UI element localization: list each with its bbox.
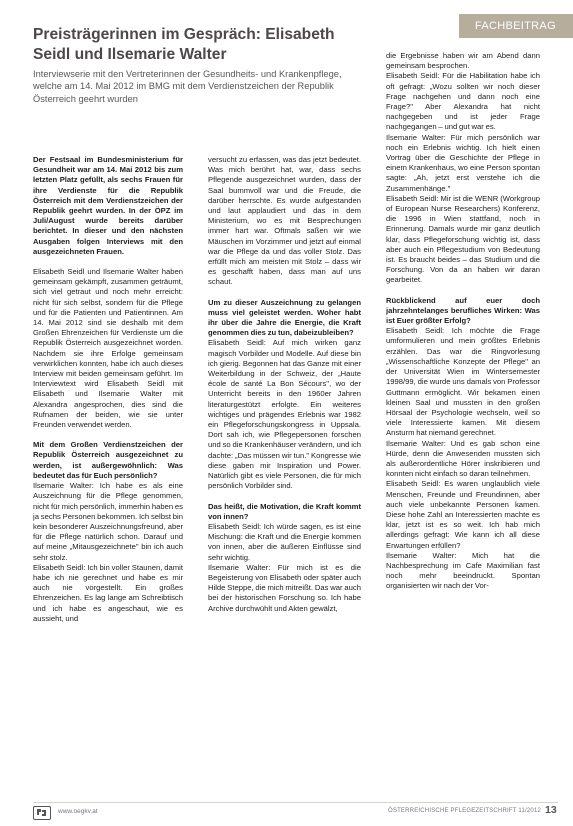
article-column-2 bbox=[208, 155, 361, 614]
page-number: 13 bbox=[545, 804, 557, 816]
interview-question: Das heißt, die Motivation, die Kraft kommt von innen? bbox=[208, 501, 361, 521]
paragraph: Elisabeth Seidl: Auf mich wirken ganz magisch Vorbilder und Modelle. Auf diese bin ich gierig. Begonnen hat das Ganze mit einer Weiterbildung in der Schweiz, der „Haute école de santé La Bon Sécours", wo der Unterricht bereits in den 1960er Jahren literaturgestützt erfolgte. Ein weiteres wichtiges und prägendes Erlebnis war 1982 ein Pflegeforschungskongress in Uppsala. Dort sah ich, wie Pflegepersonen forschen und so die Krankenhäuser verändern, und ich dachte: „Das müssen wir tun." Kongresse wie diese gaben mir Inspiration und Power. Natürlich gibt es viele Personen, die für mich persönlich Vorbilder sind. bbox=[208, 338, 361, 491]
paragraph: Elisabeth Seidl: Es waren unglaublich viele Menschen, Freunde und Freundinnen, aber auch viele unbekannte Personen kamen. Diese hohe Zahl an Interessierten machte es klar, jetzt ist es so weit. Ich hab mich allerdings gefragt: Wie kann ich all diese Erwartungen erfüllen? bbox=[386, 479, 540, 550]
article-title: Preisträgerinnen im Gespräch: Elisabeth Seidl und Ilsemarie Walter bbox=[33, 26, 335, 63]
paragraph: Elisabeth Seidl: Ich möchte die Frage umformulieren und mein größtes Erlebnis erzählen. Das war die Ringvorlesung „Wissenschaftliche Konzepte der Pflege" an der Universität Wien im Wintersemester 1998/99, die wurde uns damals von Professor Guttmann ermöglicht. Wir bekamen einen kleinen Saal und mussten in den großen Hörsaal der Psychologie wechseln, weil so viele Interessierte kamen. Mit diesem Ansturm hat niemand gerechnet. bbox=[386, 326, 540, 438]
article-lead: Der Festsaal im Bundesministerium für Gesundheit war am 14. Mai 2012 bis zum letzten Platz gefüllt, als sechs Frauen für ihre Verdienste für die Republik Österreich mit dem Verdienstzeichen der Republik geehrt wurden. In der ÖPZ im Juli/August wurde bereits darüber berichtet. In dieser und den nächsten Ausgaben folgen Interviews mit den ausgezeichneten Frauen. bbox=[33, 155, 183, 256]
article-subtitle: Interviewserie mit den Vertreterinnen der Gesundheits- und Krankenpflege, welche am 14. Mai 2012 im BMG mit dem Verdienstzeichen der Republik Österreich geehrt wurden bbox=[33, 69, 342, 104]
paragraph: Ilsemarie Walter: Mich hat die Nachbesprechung im Cafe Maximilian fast noch mehr beeindruckt. Spontan organisierten wir nach der Vor- bbox=[386, 550, 540, 591]
footer-magazine: ÖSTERREICHISCHE PFLEGEZEITSCHRIFT 11/2012 bbox=[388, 808, 542, 814]
paragraph: Elisabeth Seidl und Ilsemarie Walter haben gemeinsam gekämpft, zusammen geträumt, sich viel getraut und noch mehr erreicht: nicht für sich selbst, sondern für die Pflege und für die Patienten und Patientinnen. Am 14. Mai 2012 sind sie deshalb mit dem Großen Ehrenzeichen für Verdienste um die Republik Österreich ausgezeichnet worden. Nachdem sie ihre Erfolge gemeinsam verwirklichen konnten, habe ich auch dieses Interview mit beiden gemeinsam geführt. Im Interviewtext wird Elisabeth Seidl mit Elisabeth und Ilsemarie Walter mit Alexandra angesprochen, dies sind die Rufnamen der beiden, wie sie unter Freunden verwendet werden. bbox=[33, 267, 183, 430]
paragraph: Elisabeth Seidl: Für die Habilitation habe ich oft gefragt: „Wozu sollten wir noch dieser Frage nachgehen und dann noch eine Frage?" Aber Alexandra hat nicht nachgegeben und ist jeder Frage nachgegangen – und gut war es. bbox=[386, 71, 540, 132]
paragraph: Elisabeth Seidl: Ich würde sagen, es ist eine Mischung: die Kraft und die Energie kommen von innen, aber die äußeren Einflüsse sind sehr wichtig. bbox=[208, 521, 361, 562]
paragraph: Ilsemarie Walter: Ich habe es als eine Auszeichnung für die Pflege genommen, nicht für mich persönlich, immerhin haben es ja sechs Personen bekommen. Ich selbst bin kein besonderer Auszeichnungsfreund, aber für die Pflege natürlich schon. Darauf und auf meine „Mitausgezeichnete" bin ich auch sehr stolz. bbox=[33, 481, 183, 562]
interview-question: Um zu dieser Auszeichnung zu gelangen muss viel geleistet werden. Woher habt ihr über die Jahre die Energie, die Kraft genommen dies zu tun, dabeizubleiben? bbox=[208, 297, 361, 338]
footer-rule bbox=[33, 802, 558, 803]
section-badge bbox=[459, 14, 573, 38]
paragraph: die Ergebnisse haben wir am Abend dann gemeinsam besprochen. bbox=[386, 51, 540, 71]
interview-question: Mit dem Großen Verdienstzeichen der Republik Österreich ausgezeichnet zu werden, ist außergewöhnlich: Was bedeutet das für Euch persönlich? bbox=[33, 440, 183, 480]
association-logo-icon bbox=[33, 806, 51, 820]
paragraph: Elisabeth Seidl: Mir ist die WENR (Workgroup of European Nurse Researchers) Konferenz, die 1996 in Wien stattfand, noch in Erinnerung. Damals wurde mir ganz deutlich klar, dass Pflegeforschung wichtig ist, dass aber auch ein Pflegestudium von Bedeutung ist. Es braucht beides – das Studium und die Forschung. Von da an haben wir daran gearbeitet. bbox=[386, 193, 540, 285]
footer-website: www.oegkv.at bbox=[58, 808, 98, 815]
article-column-1 bbox=[33, 155, 183, 624]
section-badge-label: FACHBEITRAG bbox=[475, 20, 556, 32]
interview-question: Rückblickend auf euer doch jahrzehntelanges berufliches Wirken: Was ist Euer größter Erfolg? bbox=[386, 295, 540, 326]
paragraph: Elisabeth Seidl: Ich bin voller Staunen, damit habe ich nie gerechnet und habe es mir auch nie vorgestellt. Ein großes Ehrenzeichen. Es lag lange am Schreibtisch und ich habe es angeschaut, wie es aussieht, und bbox=[33, 562, 183, 623]
paragraph: Ilsemarie Walter: Für mich persönlich war noch ein Erlebnis wichtig. Ich hielt einen Vortrag über die Geschichte der Pflege in einem Krankenhaus, wo eine Person spontan sagte: „Ah, jetzt erst verstehe ich die Zusammenhänge." bbox=[386, 132, 540, 193]
paragraph: versucht zu erfassen, was das jetzt bedeutet. Was mich berührt hat, war, dass sechs Pflegende ausgezeichnet wurden, dass der Saal bummvoll war und die Freude, die darüber herrschte. Es wurde aufgestanden und laut applaudiert und das in dem Ministerium, wo es mit Besprechungen immer hart war. Oftmals saßen wir wie Mäuschen im Vorzimmer und jetzt auf einmal war die Pflege da und das voller Stolz. Das erfüllt mich am meisten mit Stolz – dass wir es geschafft haben, dass man auf uns schaut. bbox=[208, 155, 361, 287]
paragraph: Ilsemarie Walter: Für mich ist es die Begeisterung von Elisabeth oder später auch Hilde Steppe, die mich mitreißt. Das war auch bei der historischen Forschung so. Ich habe Archive durchwühlt und Akten gewälzt, bbox=[208, 562, 361, 613]
article-column-3 bbox=[386, 51, 540, 592]
paragraph: Ilsemarie Walter: Und es gab schon eine Hürde, denn die Anwesenden mussten sich als außerordentliche Hörer inskribieren und konnten nicht einfach so daran teilnehmen. bbox=[386, 438, 540, 479]
